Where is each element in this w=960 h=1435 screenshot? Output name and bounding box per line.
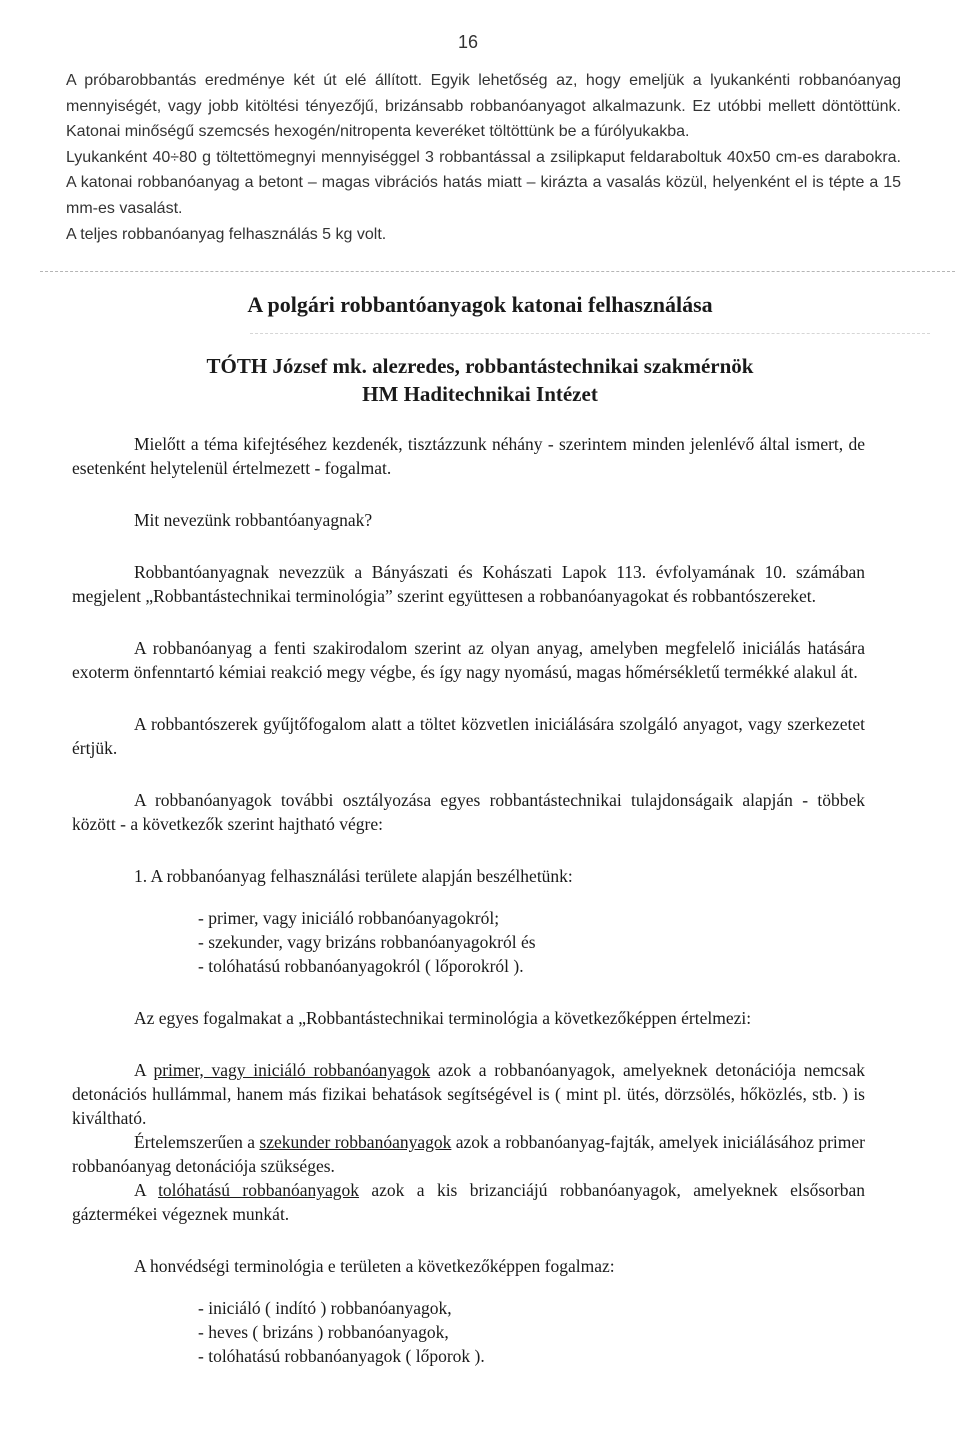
list-item: - tolóhatású robbanóanyagokról ( lőporokról ). [198, 956, 524, 976]
intro-paragraph-1: A próbarobbantás eredménye két út elé állított. Egyik lehetőség az, hogy emeljük a lyukankénti robbanóanyag mennyiségét, vagy jobb kitöltési tényezőjű, brizánsabb robbanóanyagot alkalmazunk. Ez utóbbi mellett döntöttünk. Katonai minőségű szemcsés hexogén/nitropenta keveréket töltöttünk be a fúrólyukakba. [66, 72, 901, 141]
intro-paragraph-3: A teljes robbanóanyag felhasználás 5 kg volt. [66, 225, 387, 243]
body-list-intro: 1. A robbanóanyag felhasználási területe alapján beszélhetünk: [134, 866, 573, 886]
text-run: A [134, 1180, 159, 1200]
body-paragraph-6: A robbanóanyagok további osztályozása egyes robbantástechnikai tulajdonságaik alapján - többek között - a következők szerint hajtható végre: [72, 790, 865, 834]
text-run: azok a robbanóanyag-fajták, amelyek iniciálásához primer robbanóanyag detonációja szükséges. [72, 1132, 865, 1176]
author-institution: HM Haditechnikai Intézet [362, 382, 598, 406]
body-paragraph-primer [72, 1058, 865, 1130]
text-run: azok a kis brizanciájú robbanóanyagok, amelyeknek elsősorban gáztermékei végeznek munkát. [72, 1180, 866, 1224]
body-paragraph-4: A robbanóanyag a fenti szakirodalom szerint az olyan anyag, amelyben megfelelő iniciálás hatására exoterm önfenntartó kémiai reakció megy végbe, és így nagy nyomású, magas hőmérsékletű termékké alakul át. [72, 638, 865, 682]
author-block [0, 352, 960, 408]
term-primer: primer, vagy iniciáló robbanóanyagok [153, 1060, 431, 1080]
author-name: TÓTH József mk. alezredes, robbantástechnikai szakmérnök [206, 354, 754, 378]
intro-section [66, 68, 901, 247]
list-item: - tolóhatású robbanóanyagok ( lőporok ). [198, 1346, 485, 1366]
body-paragraph-1: Mielőtt a téma kifejtéséhez kezdenék, tisztázzunk néhány - szerintem minden jelenlévő által ismert, de esetenként helytelenül értelmezett - fogalmat. [72, 434, 865, 478]
text-run: A [134, 1060, 154, 1080]
body-paragraph-3: Robbantóanyagnak nevezzük a Bányászati és Kohászati Lapok 113. évfolyamának 10. számában megjelent „Robbantástechnikai terminológia” szerint együttesen a robbanóanyagokat és robbantószereket. [72, 562, 865, 606]
intro-paragraph-2: Lyukanként 40÷80 g töltettömegnyi mennyiséggel 3 robbantással a zsilipkaput feldaraboltuk 40x50 cm-es darabokra. A katonai robbanóanyag a betont – magas vibrációs hatás miatt – kirázta a vasalás közül, helyenként el is tépte a 15 mm-es vasalást. [66, 148, 901, 217]
military-terms-list [198, 1296, 865, 1368]
usage-list [198, 906, 865, 978]
body-paragraph-propellant [72, 1178, 865, 1226]
list-item: - szekunder, vagy brizáns robbanóanyagokról és [198, 932, 536, 952]
text-run: Értelemszerűen a [134, 1132, 260, 1152]
list-item: - heves ( brizáns ) robbanóanyagok, [198, 1322, 449, 1342]
body-paragraph-8: Az egyes fogalmakat a „Robbantástechnikai terminológia a következőképpen értelmezi: [134, 1008, 752, 1028]
title-divider [250, 333, 930, 334]
body-paragraph-12: A honvédségi terminológia e területen a következőképpen fogalmaz: [134, 1256, 615, 1276]
body-paragraph-5: A robbantószerek gyűjtőfogalom alatt a töltet közvetlen iniciálására szolgáló anyagot, vagy szerkezetet értjük. [72, 714, 865, 758]
body-paragraph-secondary [72, 1130, 865, 1178]
body-question: Mit nevezünk robbantóanyagnak? [134, 510, 373, 530]
term-secondary: szekunder robbanóanyagok [259, 1132, 452, 1152]
list-item: - primer, vagy iniciáló robbanóanyagokról; [198, 908, 500, 928]
section-divider [40, 271, 955, 272]
article-title: A polgári robbantóanyagok katonai felhasználása [247, 292, 713, 317]
term-propellant: tolóhatású robbanóanyagok [158, 1180, 360, 1200]
text-run: azok a robbanóanyagok, amelyeknek detonációja nemcsak detonációs hullámmal, hanem más fizikai behatások segítségével is ( mint pl. ütés, dörzsölés, hőközlés, stb. ) is kiváltható. [72, 1060, 865, 1128]
page-number: 16 [458, 32, 479, 52]
list-item: - iniciáló ( indító ) robbanóanyagok, [198, 1298, 452, 1318]
article-body [72, 432, 865, 1368]
